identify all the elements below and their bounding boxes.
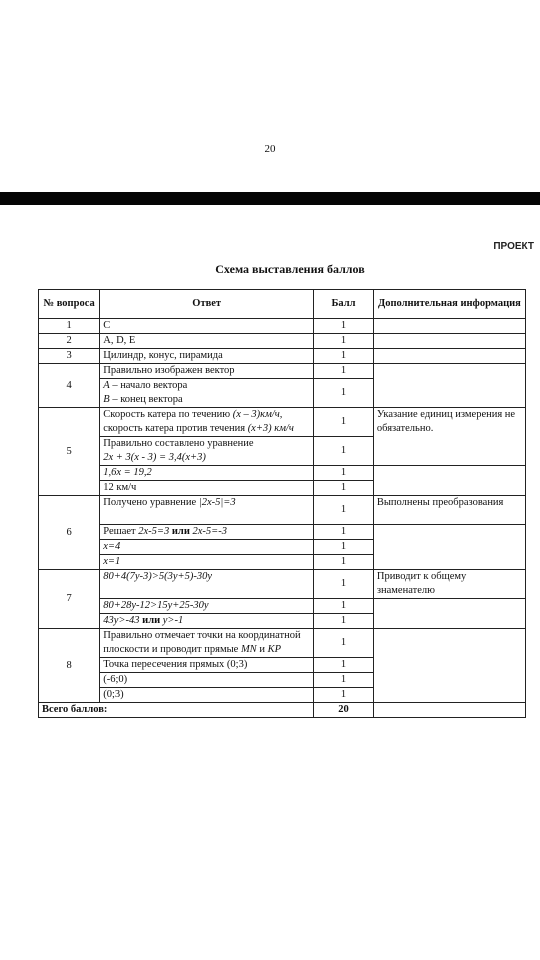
info-cell: Указание единиц измерения не обязательно. bbox=[373, 408, 525, 466]
answer-or: или bbox=[139, 615, 163, 626]
info-cell bbox=[373, 629, 525, 703]
answer-expression: (x – 3)км/ч, bbox=[232, 409, 283, 420]
answer-cell: (-6;0) bbox=[100, 673, 314, 688]
answer-expression: (x+3) км/ч bbox=[247, 423, 294, 434]
question-number: 3 bbox=[39, 349, 100, 364]
question-number: 8 bbox=[39, 629, 100, 703]
header-additional-info: Дополнительная информация bbox=[373, 290, 525, 319]
total-value: 20 bbox=[314, 703, 374, 718]
score-cell: 1 bbox=[314, 614, 374, 629]
answer-cell: A, D, E bbox=[100, 334, 314, 349]
line-name: MN bbox=[240, 644, 257, 655]
answer-cell bbox=[100, 408, 314, 437]
vector-end-letter: B bbox=[103, 394, 110, 405]
table-header-row bbox=[39, 290, 526, 319]
table-row bbox=[39, 466, 526, 481]
answer-text: Скорость катера по течению bbox=[103, 409, 233, 420]
header-question-number: № вопроса bbox=[39, 290, 100, 319]
page-number: 20 bbox=[264, 143, 276, 155]
score-cell: 1 bbox=[314, 379, 374, 408]
info-cell bbox=[373, 525, 525, 570]
score-cell: 1 bbox=[314, 481, 374, 496]
score-cell: 1 bbox=[314, 540, 374, 555]
table-row bbox=[39, 334, 526, 349]
question-number: 7 bbox=[39, 570, 100, 629]
answer-cell bbox=[100, 496, 314, 525]
table-row bbox=[39, 408, 526, 437]
score-cell: 1 bbox=[314, 658, 374, 673]
info-cell bbox=[373, 466, 525, 496]
answer-cell bbox=[100, 437, 314, 466]
info-cell bbox=[373, 703, 525, 718]
score-cell: 1 bbox=[314, 334, 374, 349]
score-cell: 1 bbox=[314, 349, 374, 364]
table-row bbox=[39, 319, 526, 334]
info-cell bbox=[373, 364, 525, 408]
line-name: KP bbox=[267, 644, 281, 655]
table-row bbox=[39, 629, 526, 658]
header-score: Балл bbox=[314, 290, 374, 319]
answer-cell bbox=[100, 570, 314, 599]
table-row bbox=[39, 364, 526, 379]
answer-cell: 1,6x = 19,2 bbox=[100, 466, 314, 481]
answer-equation: 2x-5=3 bbox=[138, 526, 170, 537]
score-cell: 1 bbox=[314, 629, 374, 658]
answer-cell: 80+28y-12>15y+25-30y bbox=[100, 599, 314, 614]
table-row bbox=[39, 599, 526, 614]
score-cell: 1 bbox=[314, 437, 374, 466]
score-cell: 1 bbox=[314, 570, 374, 599]
table-row bbox=[39, 349, 526, 364]
answer-cell: C bbox=[100, 319, 314, 334]
info-cell bbox=[373, 334, 525, 349]
answer-text: скорость катера против течения bbox=[103, 423, 248, 434]
info-cell bbox=[373, 599, 525, 629]
score-cell: 1 bbox=[314, 496, 374, 525]
score-cell: 1 bbox=[314, 466, 374, 481]
answer-text: Правильно составлено уравнение bbox=[103, 438, 254, 449]
black-band bbox=[0, 192, 540, 205]
answer-cell: Правильно изображен вектор bbox=[100, 364, 314, 379]
info-cell bbox=[373, 319, 525, 334]
score-cell: 1 bbox=[314, 673, 374, 688]
answer-text: Решает bbox=[103, 526, 139, 537]
answer-cell: x=4 bbox=[100, 540, 314, 555]
answer-cell: Цилиндр, конус, пирамида bbox=[100, 349, 314, 364]
answer-cell: (0;3) bbox=[100, 688, 314, 703]
info-cell bbox=[373, 349, 525, 364]
question-number: 5 bbox=[39, 408, 100, 496]
table-row bbox=[39, 570, 526, 599]
answer-cell bbox=[100, 614, 314, 629]
score-cell: 1 bbox=[314, 364, 374, 379]
info-cell: Приводит к общему знаменателю bbox=[373, 570, 525, 599]
table-row bbox=[39, 525, 526, 540]
question-number: 1 bbox=[39, 319, 100, 334]
score-cell: 1 bbox=[314, 525, 374, 540]
answer-equation: 2x-5=-3 bbox=[192, 526, 227, 537]
vector-start-letter: A bbox=[103, 380, 110, 391]
question-number: 2 bbox=[39, 334, 100, 349]
info-cell: Выполнены преобразования bbox=[373, 496, 525, 525]
table-row bbox=[39, 496, 526, 525]
header-answer: Ответ bbox=[100, 290, 314, 319]
answer-text: – конец вектора bbox=[109, 394, 183, 405]
answer-inequality: 43y>-43 bbox=[103, 615, 140, 626]
score-cell: 1 bbox=[314, 319, 374, 334]
answer-equation: |2x-5|=3 bbox=[198, 497, 236, 508]
question-number: 6 bbox=[39, 496, 100, 570]
project-label: ПРОЕКТ bbox=[493, 241, 534, 252]
answer-inequality: 80+4(7y-3)>5(3y+5)-30y bbox=[103, 571, 212, 582]
scoring-table bbox=[38, 289, 526, 718]
answer-text: и bbox=[256, 644, 268, 655]
answer-cell: x=1 bbox=[100, 555, 314, 570]
answer-text: – начало вектора bbox=[109, 380, 188, 391]
answer-or: или bbox=[169, 526, 193, 537]
score-cell: 1 bbox=[314, 408, 374, 437]
total-row bbox=[39, 703, 526, 718]
score-cell: 1 bbox=[314, 555, 374, 570]
answer-cell: Точка пересечения прямых (0;3) bbox=[100, 658, 314, 673]
answer-text: Получено уравнение bbox=[103, 497, 199, 508]
answer-equation: 2x + 3(x - 3) = 3,4(x+3) bbox=[103, 452, 206, 463]
document-title: Схема выставления баллов bbox=[215, 262, 365, 276]
answer-text: Правильно отмечает точки на координатной плоскости и проводит прямые bbox=[103, 630, 301, 655]
total-label: Всего баллов: bbox=[39, 703, 314, 718]
question-number: 4 bbox=[39, 364, 100, 408]
answer-cell bbox=[100, 629, 314, 658]
answer-cell: 12 км/ч bbox=[100, 481, 314, 496]
answer-inequality: y>-1 bbox=[162, 615, 184, 626]
answer-cell bbox=[100, 379, 314, 408]
score-cell: 1 bbox=[314, 599, 374, 614]
answer-cell bbox=[100, 525, 314, 540]
score-cell: 1 bbox=[314, 688, 374, 703]
